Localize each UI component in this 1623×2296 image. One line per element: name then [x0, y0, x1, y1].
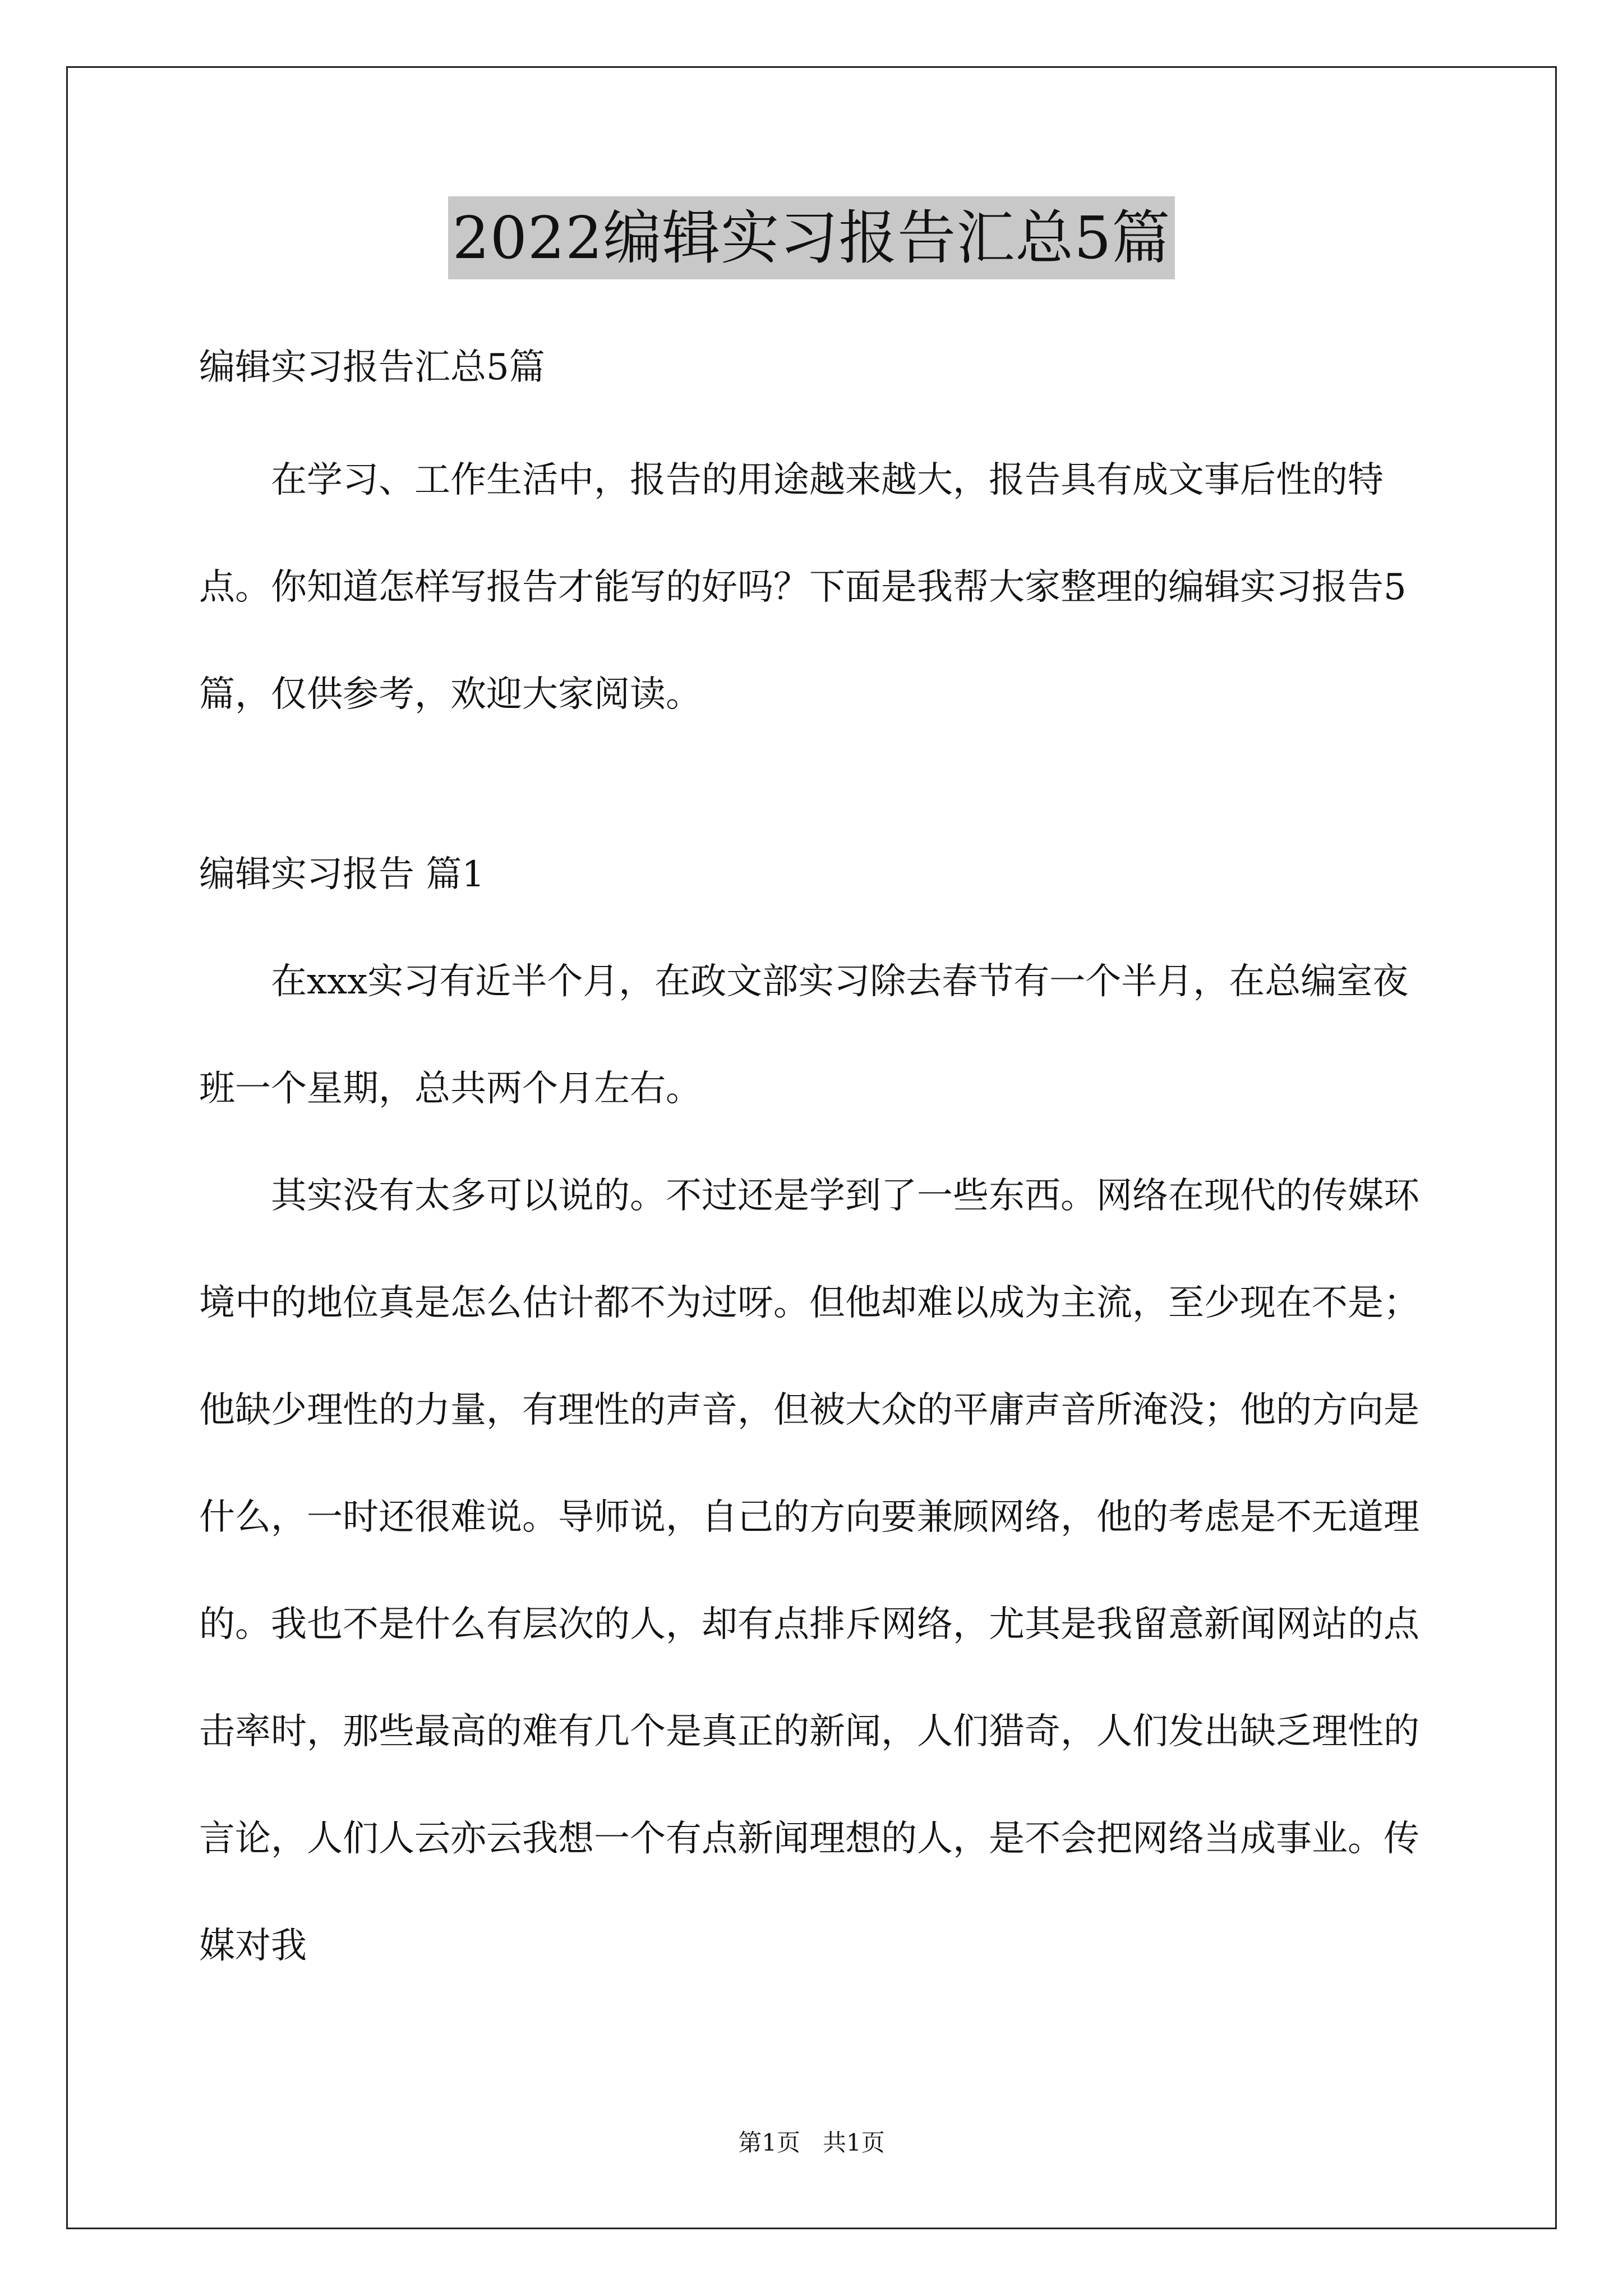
- body-paragraph-2: 其实没有太多可以说的。不过还是学到了一些东西。网络在现代的传媒环境中的地位真是怎么估计都不为过呀。但他却难以成为主流，至少现在不是；他缺少理性的力量，有理性的声音，但被大众的平庸声音所淹没；他的方向是什么，一时还很难说。导师说，自己的方向要兼顾网络，他的考虑是不无道理的。我也不是什么有层次的人，却有点排斥网络，尤其是我留意新闻网站的点击率时，那些最高的难有几个是真正的新闻，人们猎奇，人们发出缺乏理性的言论，人们人云亦云我想一个有点新闻理想的人，是不会把网络当成事业。传媒对我: [199, 1175, 1419, 1967]
- document-subtitle: 编辑实习报告汇总5篇: [199, 347, 545, 388]
- page-footer: 第1页 共1页: [738, 2129, 885, 2156]
- title-container: [0, 196, 1623, 279]
- document-body: [199, 314, 1436, 2000]
- document-title: 2022编辑实习报告汇总5篇: [448, 196, 1175, 279]
- section-heading: 编辑实习报告 篇1: [199, 854, 485, 895]
- intro-paragraph: 在学习、工作生活中，报告的用途越来越大，报告具有成文事后性的特点。你知道怎样写报告才能写的好吗？下面是我帮大家整理的编辑实习报告5篇，仅供参考，欢迎大家阅读。: [199, 459, 1407, 715]
- body-paragraph-1: 在xxx实习有近半个月，在政文部实习除去春节有一个半月，在总编室夜班一个星期，总共两个月左右。: [199, 961, 1409, 1110]
